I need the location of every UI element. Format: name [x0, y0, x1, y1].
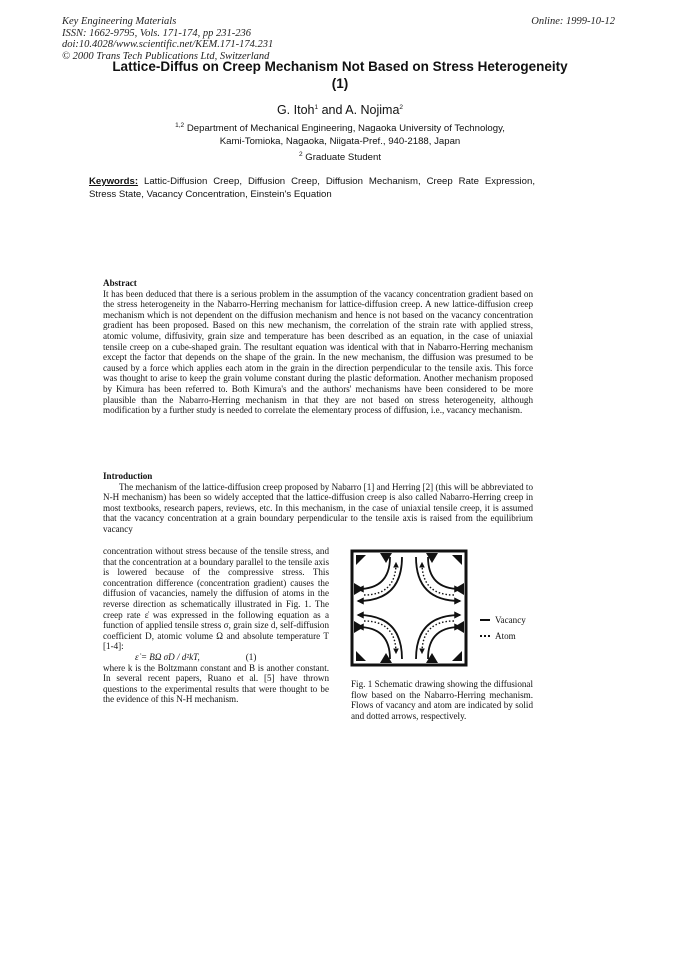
introduction-paragraph: The mechanism of the lattice-diffusion creep proposed by Nabarro [1] and Herring [2] (this will be abbreviated to N-H mechanism) has been so widely accepted that the lattice-diffusion creep is also called Nabarro-Herring creep in most textbooks, research papers, reviews, etc. In this mechanism, in the case of uniaxial tensile creep, it is assumed that the vacancy concentration at a grain boundary perpendicular to the tensile axis is raised from the equilibrium vacancy: [103, 481, 533, 534]
keywords-label: Keywords:: [89, 176, 139, 187]
paper-title: [60, 58, 620, 92]
legend-atom: [480, 628, 526, 644]
affiliation-line-2: Kami-Tomioka, Nagaoka, Niigata-Pref., 940-2188, Japan: [219, 135, 461, 147]
abstract-section: [103, 278, 533, 416]
author-conjunction: and: [318, 103, 346, 117]
introduction-left-column: [103, 546, 329, 705]
introduction-section: [103, 471, 533, 535]
author-itoh: G. Itoh: [276, 103, 315, 117]
figure-legend: [480, 612, 526, 644]
doi-line: doi:10.4028/www.scientific.net/KEM.171-174.231: [62, 39, 274, 50]
affiliation-marker: 1,2: [175, 121, 185, 129]
graduate-marker: 2: [298, 150, 303, 158]
title-line-1: Lattice-Diffus on Creep Mechanism Not Based on Stress Heterogeneity: [112, 59, 568, 74]
graduate-text: Graduate Student: [305, 152, 382, 163]
figure-1-diagram: [350, 549, 468, 667]
solid-line-swatch: [480, 619, 490, 621]
affiliation-line-1: Department of Mechanical Engineering, Nagaoka University of Technology,: [186, 123, 505, 134]
issn-line: ISSN: 1662-9795, Vols. 171-174, pp 231-236: [62, 27, 251, 39]
figure-1-caption: Fig. 1 Schematic drawing showing the diffusional flow based on the Nabarro-Herring mechanism. Flows of vacancy and atom are indicated by solid and dotted arrows, respectively.: [351, 679, 533, 721]
author-list: [60, 103, 620, 117]
online-date: Online: 1999-10-12: [531, 16, 615, 27]
abstract-text: It has been deduced that there is a serious problem in the assumption of the vacancy concentration gradient based on the stress heterogeneity in the Nabarro-Herring mechanism for lattice-diffusion creep. A new lattice-diffusion creep mechanism which is not dependent on the diffusion mechanism and hence is not based on the vacancy concentration gradient has been proposed. Based on this new mechanism, the correlation of the strain rate with applied stress, atomic volume, diffusivity, grain size and temperature has been described as an equation, in the case of uniaxial tensile creep on a cube-shaped grain. The resultant equation was identical with that in Nabarro-Herring mechanism except the factor that depends on the shape of the grain. In the new mechanism, the diffusion was presumed to be caused by a force which applies each atom in the grain in the direction perpendicular to the tensile axis. This force was thought to arise to keep the grain volume constant during the plastic deformation. Another mechanism proposed by Kimura has been referred to. Both Kimura's and the authors' mechanisms have been considered to be more plausible than the Nabarro-Herring mechanism in that they are not based on stress heterogeneity, although modification by a further study is needed to correlate the elementary process of diffusion, i.e., vacancy mechanism.: [103, 288, 533, 416]
dotted-line-swatch: [480, 635, 490, 637]
title-line-2: (1): [331, 76, 349, 91]
vacancy-flow-arrows: [358, 557, 460, 659]
introduction-paragraph-left: concentration without stress because of the tensile stress, and that the concentration at a boundary parallel to the tensile axis is lowered because of the compressive stress. This concentration difference (concentration gradient) causes the diffusion of vacancies, namely the diffusion of atoms in the reverse direction as schematically illustrated in Fig. 1. The creep rate ε̇ was expressed in the following equation as a function of applied tensile stress σ, grain size d, self-diffusion coefficient D, atomic volume Ω and absolute temperature T [1-4]:: [103, 546, 329, 652]
introduction-heading: Introduction: [103, 471, 153, 481]
introduction-paragraph-after: where k is the Boltzmann constant and B is another constant. In several recent papers, Ruano et al. [5] have thrown questions to the experimental results that were thought to be the evidence of this N-H mechanism.: [103, 662, 329, 705]
publication-meta: [62, 16, 273, 62]
abstract-heading: Abstract: [103, 278, 137, 288]
legend-vacancy: [480, 612, 526, 628]
author-1-marker: 1: [314, 103, 319, 111]
equation-text: ε̇ = BΩ σD / d²kT,: [135, 651, 200, 662]
journal-name: Key Engineering Materials: [62, 16, 177, 27]
equation-number: (1): [245, 651, 257, 662]
affiliation: [60, 123, 620, 148]
keywords-block: [89, 176, 535, 201]
equation-1: [103, 652, 329, 663]
copyright-line: © 2000 Trans Tech Publications Ltd, Switzerland: [62, 50, 270, 62]
grain-boundary-square: [352, 551, 466, 665]
legend-vacancy-label: Vacancy: [495, 615, 526, 625]
atom-flow-arrows: [364, 563, 454, 653]
boundary-arrowheads: [354, 553, 464, 663]
legend-atom-label: Atom: [495, 631, 516, 641]
author-2-marker: 2: [399, 103, 404, 111]
graduate-note: [60, 152, 620, 163]
author-nojima: A. Nojima: [345, 103, 400, 117]
keywords-text: Lattic-Diffusion Creep, Diffusion Creep, Diffusion Mechanism, Creep Rate Expression, Stress State, Vacancy Concentration, Einstein's Equation: [89, 176, 535, 200]
